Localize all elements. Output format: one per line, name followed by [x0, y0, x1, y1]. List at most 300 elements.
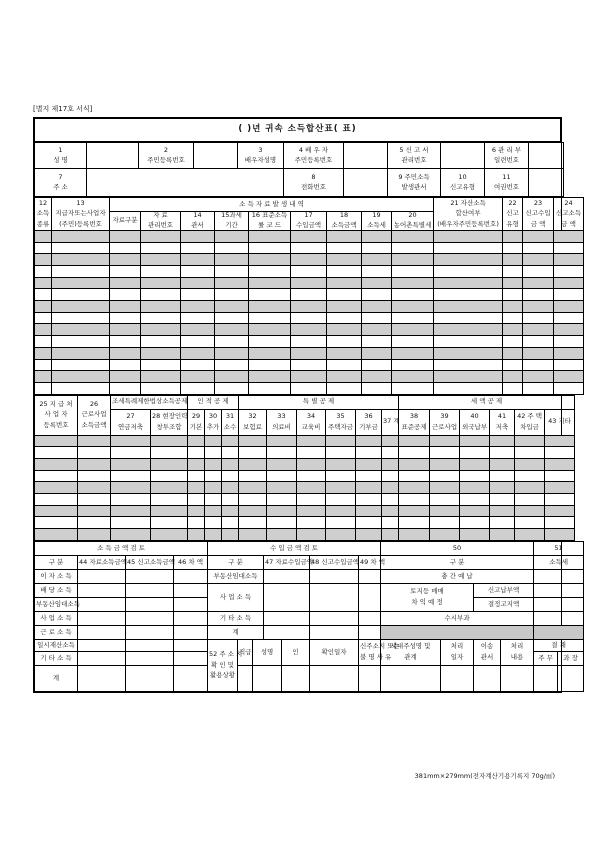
- income-cell[interactable]: [291, 301, 327, 313]
- income-cell[interactable]: [52, 336, 110, 348]
- deduction-cell[interactable]: [515, 529, 545, 541]
- income-cell[interactable]: [392, 301, 434, 313]
- review-cell[interactable]: [264, 625, 310, 639]
- income-cell[interactable]: [327, 324, 362, 336]
- income-cell[interactable]: [434, 301, 503, 313]
- deduction-cell[interactable]: [151, 482, 188, 494]
- income-cell[interactable]: [362, 371, 392, 383]
- income-cell[interactable]: [110, 347, 141, 359]
- income-cell[interactable]: [503, 371, 523, 383]
- income-cell[interactable]: [181, 371, 215, 383]
- income-cell[interactable]: [362, 254, 392, 266]
- deduction-cell[interactable]: [111, 505, 151, 517]
- income-cell[interactable]: [362, 301, 392, 313]
- income-cell[interactable]: [215, 382, 249, 394]
- deduction-cell[interactable]: [297, 482, 326, 494]
- deduction-cell[interactable]: [35, 435, 78, 447]
- income-cell[interactable]: [392, 347, 434, 359]
- review-cell[interactable]: [78, 651, 126, 665]
- deduction-cell[interactable]: [382, 505, 399, 517]
- income-cell[interactable]: [52, 301, 110, 313]
- deduction-cell[interactable]: [399, 505, 430, 517]
- deduction-cell[interactable]: [205, 505, 222, 517]
- deduction-cell[interactable]: [222, 470, 239, 482]
- deduction-cell[interactable]: [297, 470, 326, 482]
- deduction-cell[interactable]: [356, 482, 382, 494]
- deduction-cell[interactable]: [267, 435, 297, 447]
- income-cell[interactable]: [215, 242, 249, 254]
- income-cell[interactable]: [110, 230, 141, 242]
- income-cell[interactable]: [215, 347, 249, 359]
- income-cell[interactable]: [554, 371, 584, 383]
- income-cell[interactable]: [503, 289, 523, 301]
- deduction-cell[interactable]: [515, 470, 545, 482]
- deduction-cell[interactable]: [111, 470, 151, 482]
- review-cell[interactable]: [174, 665, 208, 691]
- review-cell[interactable]: [174, 625, 208, 639]
- income-cell[interactable]: [249, 382, 291, 394]
- deduction-cell[interactable]: [545, 458, 575, 470]
- income-cell[interactable]: [327, 347, 362, 359]
- review-cell[interactable]: [310, 625, 359, 639]
- deduction-cell[interactable]: [35, 494, 78, 506]
- deduction-cell[interactable]: [205, 529, 222, 541]
- review-cell[interactable]: [78, 597, 126, 611]
- deduction-cell[interactable]: [326, 435, 356, 447]
- deduction-cell[interactable]: [239, 435, 267, 447]
- deduction-cell[interactable]: [490, 517, 515, 529]
- income-cell[interactable]: [554, 242, 584, 254]
- income-cell[interactable]: [141, 336, 181, 348]
- income-cell[interactable]: [35, 301, 52, 313]
- review-cell[interactable]: [359, 569, 381, 583]
- review-cell[interactable]: [359, 625, 381, 639]
- deduction-cell[interactable]: [188, 435, 205, 447]
- deduction-cell[interactable]: [460, 529, 490, 541]
- income-cell[interactable]: [554, 230, 584, 242]
- deduction-cell[interactable]: [399, 529, 430, 541]
- deduction-cell[interactable]: [382, 435, 399, 447]
- income-cell[interactable]: [362, 266, 392, 278]
- income-cell[interactable]: [110, 301, 141, 313]
- deduction-cell[interactable]: [356, 529, 382, 541]
- deduction-cell[interactable]: [78, 458, 111, 470]
- deduction-cell[interactable]: [222, 458, 239, 470]
- income-cell[interactable]: [503, 254, 523, 266]
- income-cell[interactable]: [523, 371, 554, 383]
- income-cell[interactable]: [392, 289, 434, 301]
- income-cell[interactable]: [181, 312, 215, 324]
- income-cell[interactable]: [52, 266, 110, 278]
- deduction-cell[interactable]: [490, 482, 515, 494]
- income-cell[interactable]: [291, 371, 327, 383]
- income-cell[interactable]: [434, 242, 503, 254]
- review-cell[interactable]: [359, 583, 381, 611]
- income-cell[interactable]: [327, 382, 362, 394]
- income-cell[interactable]: [392, 324, 434, 336]
- income-cell[interactable]: [434, 289, 503, 301]
- income-cell[interactable]: [215, 254, 249, 266]
- income-cell[interactable]: [52, 371, 110, 383]
- deduction-cell[interactable]: [356, 435, 382, 447]
- deduction-cell[interactable]: [188, 458, 205, 470]
- deduction-cell[interactable]: [222, 494, 239, 506]
- income-cell[interactable]: [35, 359, 52, 371]
- income-cell[interactable]: [503, 336, 523, 348]
- income-cell[interactable]: [291, 382, 327, 394]
- income-cell[interactable]: [141, 312, 181, 324]
- deduction-cell[interactable]: [460, 505, 490, 517]
- income-cell[interactable]: [110, 336, 141, 348]
- income-cell[interactable]: [110, 359, 141, 371]
- income-cell[interactable]: [327, 242, 362, 254]
- deduction-cell[interactable]: [545, 447, 575, 459]
- review-cell[interactable]: [126, 625, 174, 639]
- income-cell[interactable]: [141, 301, 181, 313]
- review-cell[interactable]: [474, 665, 501, 691]
- income-cell[interactable]: [110, 254, 141, 266]
- income-cell[interactable]: [141, 359, 181, 371]
- income-cell[interactable]: [110, 312, 141, 324]
- deduction-cell[interactable]: [356, 470, 382, 482]
- deduction-cell[interactable]: [382, 447, 399, 459]
- income-cell[interactable]: [434, 266, 503, 278]
- review-cell[interactable]: [78, 583, 126, 597]
- deduction-cell[interactable]: [545, 470, 575, 482]
- review-cell[interactable]: [534, 583, 584, 597]
- deduction-cell[interactable]: [188, 529, 205, 541]
- review-cell[interactable]: [310, 611, 359, 625]
- deduction-cell[interactable]: [490, 470, 515, 482]
- income-cell[interactable]: [52, 289, 110, 301]
- income-cell[interactable]: [141, 347, 181, 359]
- income-cell[interactable]: [392, 336, 434, 348]
- deduction-cell[interactable]: [515, 482, 545, 494]
- deduction-cell[interactable]: [297, 435, 326, 447]
- deduction-cell[interactable]: [205, 482, 222, 494]
- income-cell[interactable]: [434, 336, 503, 348]
- deduction-cell[interactable]: [382, 470, 399, 482]
- review-cell[interactable]: [174, 651, 208, 665]
- deduction-cell[interactable]: [151, 458, 188, 470]
- deduction-cell[interactable]: [35, 517, 78, 529]
- review-cell[interactable]: [126, 639, 174, 651]
- review-cell[interactable]: [78, 569, 126, 583]
- income-cell[interactable]: [523, 277, 554, 289]
- income-cell[interactable]: [35, 277, 52, 289]
- deduction-cell[interactable]: [188, 505, 205, 517]
- income-cell[interactable]: [35, 324, 52, 336]
- deduction-cell[interactable]: [430, 435, 460, 447]
- income-cell[interactable]: [523, 312, 554, 324]
- income-cell[interactable]: [503, 347, 523, 359]
- income-cell[interactable]: [249, 301, 291, 313]
- income-cell[interactable]: [249, 230, 291, 242]
- income-cell[interactable]: [141, 324, 181, 336]
- income-cell[interactable]: [392, 312, 434, 324]
- deduction-cell[interactable]: [399, 494, 430, 506]
- deduction-cell[interactable]: [35, 447, 78, 459]
- deduction-cell[interactable]: [222, 447, 239, 459]
- review-cell[interactable]: [126, 651, 174, 665]
- income-cell[interactable]: [110, 371, 141, 383]
- deduction-cell[interactable]: [297, 517, 326, 529]
- deduction-cell[interactable]: [222, 505, 239, 517]
- income-cell[interactable]: [249, 254, 291, 266]
- deduction-cell[interactable]: [151, 517, 188, 529]
- income-cell[interactable]: [392, 359, 434, 371]
- deduction-cell[interactable]: [545, 517, 575, 529]
- deduction-cell[interactable]: [151, 494, 188, 506]
- income-cell[interactable]: [362, 359, 392, 371]
- income-cell[interactable]: [215, 312, 249, 324]
- review-cell[interactable]: [126, 597, 174, 611]
- income-cell[interactable]: [523, 266, 554, 278]
- deduction-cell[interactable]: [111, 435, 151, 447]
- income-cell[interactable]: [215, 336, 249, 348]
- spouse-rrn-value[interactable]: [344, 143, 388, 169]
- income-cell[interactable]: [362, 336, 392, 348]
- deduction-cell[interactable]: [111, 447, 151, 459]
- income-cell[interactable]: [503, 230, 523, 242]
- deduction-cell[interactable]: [460, 458, 490, 470]
- deduction-cell[interactable]: [78, 529, 111, 541]
- deduction-cell[interactable]: [151, 470, 188, 482]
- report-mgmt-value[interactable]: [441, 143, 485, 169]
- deduction-cell[interactable]: [545, 505, 575, 517]
- income-cell[interactable]: [434, 230, 503, 242]
- income-cell[interactable]: [434, 359, 503, 371]
- deduction-cell[interactable]: [151, 505, 188, 517]
- deduction-cell[interactable]: [239, 482, 267, 494]
- review-cell[interactable]: [78, 611, 126, 625]
- income-cell[interactable]: [35, 254, 52, 266]
- deduction-cell[interactable]: [188, 447, 205, 459]
- income-cell[interactable]: [554, 336, 584, 348]
- income-cell[interactable]: [52, 359, 110, 371]
- income-cell[interactable]: [110, 277, 141, 289]
- review-cell[interactable]: [264, 611, 310, 625]
- deduction-cell[interactable]: [490, 505, 515, 517]
- deduction-cell[interactable]: [222, 529, 239, 541]
- deduction-cell[interactable]: [297, 458, 326, 470]
- income-cell[interactable]: [35, 371, 52, 383]
- deduction-cell[interactable]: [35, 482, 78, 494]
- income-cell[interactable]: [362, 382, 392, 394]
- income-cell[interactable]: [35, 289, 52, 301]
- review-cell[interactable]: [534, 569, 584, 583]
- deduction-cell[interactable]: [188, 482, 205, 494]
- income-cell[interactable]: [52, 382, 110, 394]
- deduction-cell[interactable]: [430, 447, 460, 459]
- income-cell[interactable]: [523, 359, 554, 371]
- deduction-cell[interactable]: [239, 517, 267, 529]
- deduction-cell[interactable]: [430, 505, 460, 517]
- income-cell[interactable]: [327, 254, 362, 266]
- review-cell[interactable]: [558, 665, 584, 691]
- income-cell[interactable]: [523, 324, 554, 336]
- deduction-cell[interactable]: [111, 458, 151, 470]
- income-cell[interactable]: [291, 266, 327, 278]
- income-cell[interactable]: [141, 230, 181, 242]
- deduction-cell[interactable]: [490, 447, 515, 459]
- income-cell[interactable]: [523, 347, 554, 359]
- deduction-cell[interactable]: [326, 470, 356, 482]
- income-cell[interactable]: [249, 347, 291, 359]
- deduction-cell[interactable]: [111, 517, 151, 529]
- income-cell[interactable]: [181, 359, 215, 371]
- deduction-cell[interactable]: [78, 517, 111, 529]
- income-cell[interactable]: [503, 324, 523, 336]
- deduction-cell[interactable]: [326, 482, 356, 494]
- income-cell[interactable]: [392, 254, 434, 266]
- deduction-cell[interactable]: [35, 505, 78, 517]
- review-cell[interactable]: [126, 569, 174, 583]
- income-cell[interactable]: [215, 324, 249, 336]
- rrn-value[interactable]: [194, 143, 238, 169]
- review-cell[interactable]: [174, 597, 208, 611]
- income-cell[interactable]: [52, 324, 110, 336]
- income-cell[interactable]: [181, 289, 215, 301]
- income-cell[interactable]: [291, 277, 327, 289]
- income-cell[interactable]: [215, 301, 249, 313]
- deduction-cell[interactable]: [545, 482, 575, 494]
- income-cell[interactable]: [249, 371, 291, 383]
- income-cell[interactable]: [249, 359, 291, 371]
- income-cell[interactable]: [434, 371, 503, 383]
- income-cell[interactable]: [362, 242, 392, 254]
- income-cell[interactable]: [181, 254, 215, 266]
- income-cell[interactable]: [291, 359, 327, 371]
- income-cell[interactable]: [434, 312, 503, 324]
- income-cell[interactable]: [434, 347, 503, 359]
- deduction-cell[interactable]: [297, 505, 326, 517]
- income-cell[interactable]: [291, 242, 327, 254]
- deduction-cell[interactable]: [326, 529, 356, 541]
- income-cell[interactable]: [249, 277, 291, 289]
- income-cell[interactable]: [181, 277, 215, 289]
- review-cell[interactable]: [78, 639, 126, 651]
- deduction-cell[interactable]: [382, 458, 399, 470]
- income-cell[interactable]: [523, 230, 554, 242]
- income-cell[interactable]: [523, 254, 554, 266]
- income-cell[interactable]: [110, 242, 141, 254]
- income-cell[interactable]: [554, 359, 584, 371]
- deduction-cell[interactable]: [460, 470, 490, 482]
- income-cell[interactable]: [291, 230, 327, 242]
- deduction-cell[interactable]: [515, 435, 545, 447]
- income-cell[interactable]: [434, 254, 503, 266]
- income-cell[interactable]: [362, 324, 392, 336]
- income-cell[interactable]: [503, 312, 523, 324]
- income-cell[interactable]: [327, 359, 362, 371]
- income-cell[interactable]: [52, 312, 110, 324]
- income-cell[interactable]: [52, 254, 110, 266]
- income-cell[interactable]: [141, 371, 181, 383]
- deduction-cell[interactable]: [326, 458, 356, 470]
- deduction-cell[interactable]: [490, 458, 515, 470]
- deduction-cell[interactable]: [267, 447, 297, 459]
- deduction-cell[interactable]: [430, 458, 460, 470]
- income-cell[interactable]: [327, 336, 362, 348]
- deduction-cell[interactable]: [188, 470, 205, 482]
- income-cell[interactable]: [181, 324, 215, 336]
- income-cell[interactable]: [291, 289, 327, 301]
- deduction-cell[interactable]: [222, 482, 239, 494]
- income-cell[interactable]: [249, 324, 291, 336]
- deduction-cell[interactable]: [205, 470, 222, 482]
- deduction-cell[interactable]: [205, 435, 222, 447]
- income-cell[interactable]: [362, 277, 392, 289]
- review-cell[interactable]: [174, 611, 208, 625]
- income-cell[interactable]: [523, 242, 554, 254]
- income-cell[interactable]: [327, 289, 362, 301]
- income-cell[interactable]: [291, 336, 327, 348]
- income-cell[interactable]: [52, 347, 110, 359]
- income-cell[interactable]: [523, 336, 554, 348]
- income-cell[interactable]: [362, 289, 392, 301]
- deduction-cell[interactable]: [356, 494, 382, 506]
- deduction-cell[interactable]: [151, 435, 188, 447]
- income-cell[interactable]: [249, 266, 291, 278]
- review-cell[interactable]: [534, 597, 584, 611]
- deduction-cell[interactable]: [239, 447, 267, 459]
- deduction-cell[interactable]: [267, 458, 297, 470]
- deduction-cell[interactable]: [545, 435, 575, 447]
- income-cell[interactable]: [35, 382, 52, 394]
- income-cell[interactable]: [554, 347, 584, 359]
- income-cell[interactable]: [362, 230, 392, 242]
- review-cell[interactable]: [534, 665, 558, 691]
- deduction-cell[interactable]: [326, 447, 356, 459]
- income-cell[interactable]: [35, 242, 52, 254]
- income-cell[interactable]: [141, 382, 181, 394]
- review-cell[interactable]: [282, 665, 310, 691]
- review-cell[interactable]: [501, 665, 534, 691]
- income-cell[interactable]: [392, 277, 434, 289]
- deduction-cell[interactable]: [267, 505, 297, 517]
- deduction-cell[interactable]: [399, 435, 430, 447]
- deduction-cell[interactable]: [151, 529, 188, 541]
- review-cell[interactable]: [264, 569, 310, 583]
- income-cell[interactable]: [503, 301, 523, 313]
- income-cell[interactable]: [327, 230, 362, 242]
- deduction-cell[interactable]: [205, 458, 222, 470]
- deduction-cell[interactable]: [515, 505, 545, 517]
- review-cell[interactable]: [441, 665, 474, 691]
- income-cell[interactable]: [249, 289, 291, 301]
- income-cell[interactable]: [554, 312, 584, 324]
- deduction-cell[interactable]: [399, 470, 430, 482]
- deduction-cell[interactable]: [267, 494, 297, 506]
- deduction-cell[interactable]: [222, 517, 239, 529]
- deduction-cell[interactable]: [222, 435, 239, 447]
- review-cell[interactable]: [253, 665, 282, 691]
- deduction-cell[interactable]: [35, 458, 78, 470]
- deduction-cell[interactable]: [326, 505, 356, 517]
- deduction-cell[interactable]: [188, 517, 205, 529]
- deduction-cell[interactable]: [111, 482, 151, 494]
- deduction-cell[interactable]: [78, 447, 111, 459]
- deduction-cell[interactable]: [267, 529, 297, 541]
- income-cell[interactable]: [141, 289, 181, 301]
- income-cell[interactable]: [110, 266, 141, 278]
- income-cell[interactable]: [110, 382, 141, 394]
- deduction-cell[interactable]: [35, 529, 78, 541]
- income-cell[interactable]: [554, 324, 584, 336]
- deduction-cell[interactable]: [430, 517, 460, 529]
- income-cell[interactable]: [52, 277, 110, 289]
